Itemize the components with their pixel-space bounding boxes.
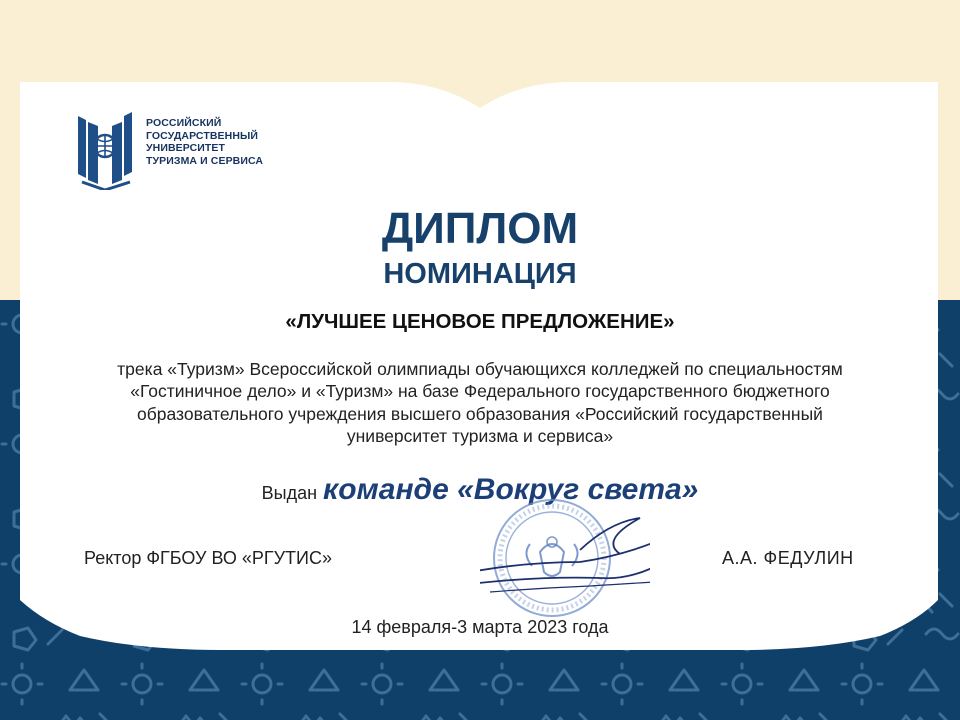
recipient-team: команде «Вокруг света» (323, 473, 699, 506)
logo-line: УНИВЕРСИТЕТ (146, 142, 226, 154)
description-line: университет туризма и сервиса» (346, 425, 614, 446)
university-logo-icon (76, 112, 136, 190)
signer-name: А.А. ФЕДУЛИН (722, 548, 854, 568)
diploma-description (40, 358, 920, 447)
description-line: трека «Туризм» Всероссийской олимпиады обучающихся колледжей по специальностям (117, 359, 843, 379)
description-line: образовательного учреждения высшего образования «Российский государственный (137, 403, 823, 424)
nomination-name: «ЛУЧШЕЕ ЦЕНОВОЕ ПРЕДЛОЖЕНИЕ» (285, 310, 675, 333)
logo-line: ГОСУДАРСТВЕННЫЙ (146, 129, 259, 142)
issued-prefix: Выдан (261, 483, 318, 503)
logo-line: ТУРИЗМА И СЕРВИСА (146, 154, 264, 167)
competition-date: 14 февраля-3 марта 2023 года (351, 617, 609, 637)
signer-title: Ректор ФГБОУ ВО «РГУТИС» (84, 548, 333, 568)
description-line: «Гостиничное дело» и «Туризм» на базе Федерального государственного бюджетного (130, 381, 830, 402)
university-name (146, 117, 366, 167)
diploma-title: ДИПЛОМ (381, 204, 579, 253)
logo-line: РОССИЙСКИЙ (146, 117, 222, 129)
diploma-subtitle: НОМИНАЦИЯ (383, 258, 577, 290)
